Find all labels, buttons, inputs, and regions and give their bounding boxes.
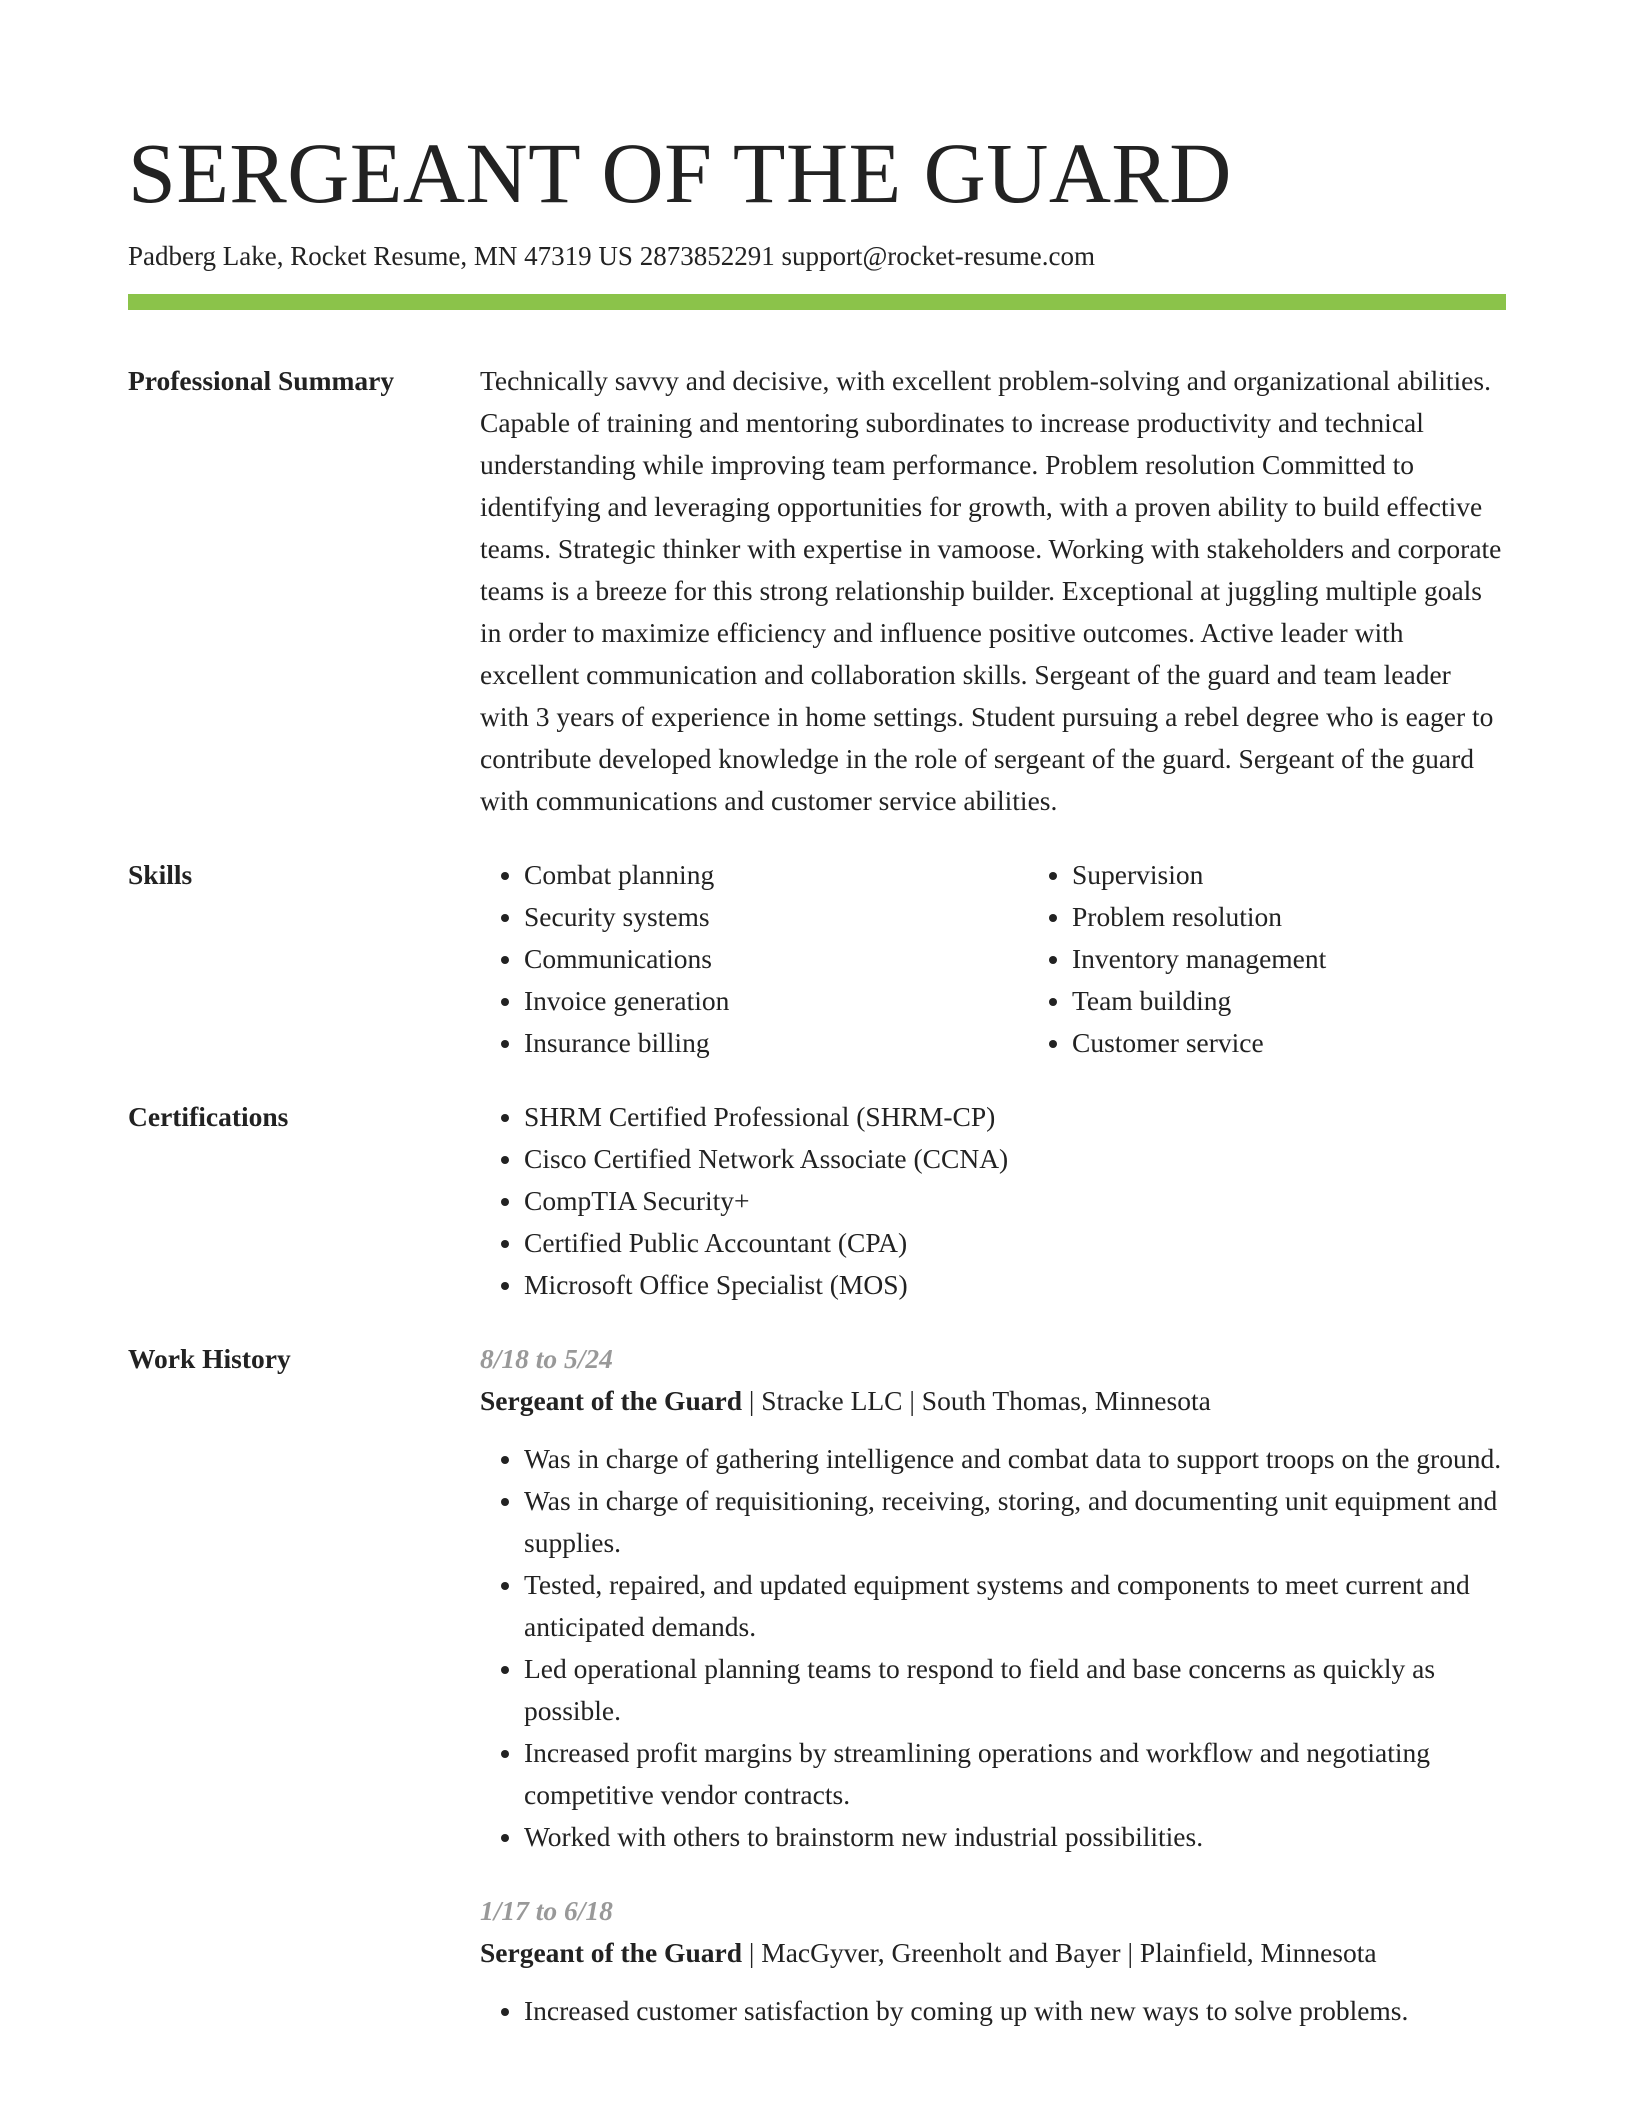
job-bullet: • Tested, repaired, and updated equipment systems and components to meet current and anticipated demands. xyxy=(524,1564,1506,1648)
header-divider xyxy=(128,294,1506,310)
job-bullet: • Led operational planning teams to respond to field and base concerns as quickly as possible. xyxy=(524,1648,1506,1732)
job-responsibilities xyxy=(480,1438,1506,1858)
skills-section xyxy=(128,854,1506,1064)
job-responsibilities xyxy=(480,1990,1506,2032)
skill-item: • Team building xyxy=(1072,980,1506,1022)
skill-item: • Security systems xyxy=(524,896,1028,938)
job-title: Sergeant of the Guard xyxy=(480,1937,742,1968)
skill-item: • Customer service xyxy=(1072,1022,1506,1064)
contact-phone: 2873852291 xyxy=(639,241,775,271)
summary-text: Technically savvy and decisive, with excellent problem-solving and organizational abilities. Capable of training and mentoring subordinates to increase productivity and technical understanding while improving team performance. Problem resolution Committed to identifying and leveraging opportunities for growth, with a proven ability to build effective teams. Strategic thinker with expertise in vamoose. Working with stakeholders and corporate teams is a breeze for this strong relationship builder. Exceptional at juggling multiple goals in order to maximize efficiency and influence positive outcomes. Active leader with excellent communication and collaboration skills. Sergeant of the guard and team leader with 3 years of experience in home settings. Student pursuing a rebel degree who is eager to contribute developed knowledge in the role of sergeant of the guard. Sergeant of the guard with communications and customer service abilities. xyxy=(480,365,1502,816)
resume-page xyxy=(128,118,1506,2032)
job-bullet: • Was in charge of gathering intelligence and combat data to support troops on the ground. xyxy=(524,1438,1506,1480)
professional-summary-section xyxy=(128,360,1506,822)
job-entry xyxy=(480,1890,1506,2032)
skill-item: • Supervision xyxy=(1072,854,1506,896)
job-dates: 1/17 to 6/18 xyxy=(480,1895,613,1926)
certification-item: • Microsoft Office Specialist (MOS) xyxy=(524,1264,1506,1306)
job-bullet: • Increased profit margins by streamlining operations and workflow and negotiating competitive vendor contracts. xyxy=(524,1732,1506,1816)
section-heading-skills: Skills xyxy=(128,859,193,890)
section-heading-certifications: Certifications xyxy=(128,1101,289,1132)
skill-item: • Problem resolution xyxy=(1072,896,1506,938)
job-dates: 8/18 to 5/24 xyxy=(480,1343,613,1374)
section-heading-summary: Professional Summary xyxy=(128,365,395,396)
certification-item: • Cisco Certified Network Associate (CCNA) xyxy=(524,1138,1506,1180)
work-history-section xyxy=(128,1338,1506,2032)
skill-item: • Communications xyxy=(524,938,1028,980)
job-title-line xyxy=(480,1932,1506,1974)
certification-item: • CompTIA Security+ xyxy=(524,1180,1506,1222)
skills-list-left xyxy=(480,854,1028,1064)
skill-item: • Insurance billing xyxy=(524,1022,1028,1064)
job-entry xyxy=(480,1338,1506,1858)
certification-item: • Certified Public Accountant (CPA) xyxy=(524,1222,1506,1264)
job-employer-location: | Stracke LLC | South Thomas, Minnesota xyxy=(742,1385,1211,1416)
contact-email: support@rocket-resume.com xyxy=(781,241,1095,271)
skill-item: • Invoice generation xyxy=(524,980,1028,1022)
section-heading-work-history: Work History xyxy=(128,1343,291,1374)
certifications-section xyxy=(128,1096,1506,1306)
job-title: Sergeant of the Guard xyxy=(480,1385,742,1416)
job-bullet: • Worked with others to brainstorm new industrial possibilities. xyxy=(524,1816,1506,1858)
job-bullet: • Was in charge of requisitioning, receiving, storing, and documenting unit equipment and supplies. xyxy=(524,1480,1506,1564)
job-employer-location: | MacGyver, Greenholt and Bayer | Plainfield, Minnesota xyxy=(742,1937,1377,1968)
skills-list-right xyxy=(1028,854,1506,1064)
contact-address: Padberg Lake, Rocket Resume, MN 47319 US xyxy=(128,241,633,271)
skill-item: • Inventory management xyxy=(1072,938,1506,980)
job-title-line xyxy=(480,1380,1506,1422)
resume-name: SERGEANT OF THE GUARD xyxy=(128,125,1232,221)
job-bullet: • Increased customer satisfaction by coming up with new ways to solve problems. xyxy=(524,1990,1506,2032)
skill-item: • Combat planning xyxy=(524,854,1028,896)
certifications-list xyxy=(480,1096,1506,1306)
certification-item: • SHRM Certified Professional (SHRM-CP) xyxy=(524,1096,1506,1138)
contact-line xyxy=(128,238,1506,274)
